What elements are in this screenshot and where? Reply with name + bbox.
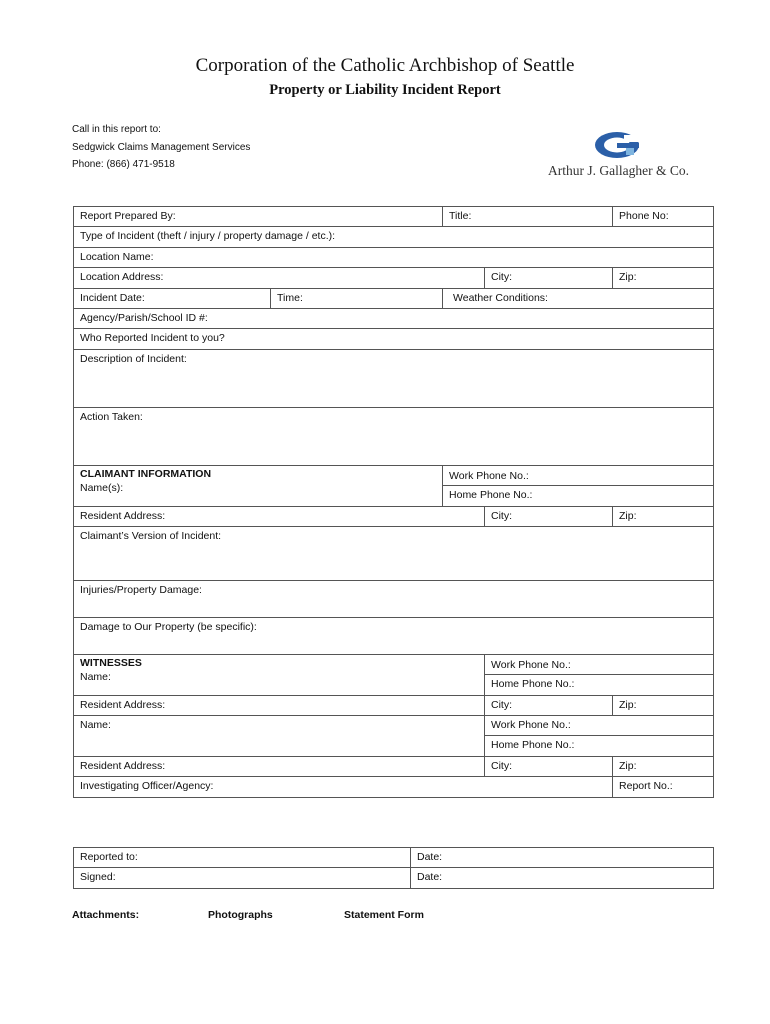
- witness2-name-field[interactable]: Name:: [74, 716, 485, 757]
- witness2-city-field[interactable]: City:: [485, 756, 613, 776]
- reported-to-field[interactable]: Reported to:: [74, 848, 411, 868]
- incident-form: [73, 206, 714, 798]
- document-subtitle: Property or Liability Incident Report: [269, 82, 501, 98]
- gallagher-logo: [548, 131, 698, 181]
- report-no-field[interactable]: Report No.:: [613, 777, 714, 797]
- signed-field[interactable]: Signed:: [74, 868, 411, 888]
- claimant-home-phone-field[interactable]: Home Phone No.:: [443, 486, 714, 506]
- document-title: Corporation of the Catholic Archbishop of Seattle: [195, 55, 575, 76]
- location-zip-field[interactable]: Zip:: [613, 268, 714, 288]
- witness1-zip-field[interactable]: Zip:: [613, 695, 714, 715]
- title-field[interactable]: Title:: [443, 207, 613, 227]
- claimant-work-phone-field[interactable]: Work Phone No.:: [443, 465, 714, 485]
- signoff-form: [73, 847, 714, 889]
- witness1-city-field[interactable]: City:: [485, 695, 613, 715]
- witness1-resident-address-field[interactable]: Resident Address:: [74, 695, 485, 715]
- claimant-names-label: Name(s):: [80, 481, 124, 494]
- incident-date-field[interactable]: Incident Date:: [74, 288, 271, 308]
- description-field[interactable]: Description of Incident:: [74, 349, 714, 407]
- investigating-officer-field[interactable]: Investigating Officer/Agency:: [74, 777, 613, 797]
- location-city-field[interactable]: City:: [485, 268, 613, 288]
- incident-type-field[interactable]: Type of Incident (theft / injury / property damage / etc.):: [74, 227, 714, 247]
- attachment-photographs[interactable]: Photographs: [208, 909, 273, 921]
- agency-id-field[interactable]: Agency/Parish/School ID #:: [74, 308, 714, 328]
- claimant-city-field[interactable]: City:: [485, 506, 613, 526]
- signed-date-field[interactable]: Date:: [411, 868, 714, 888]
- reported-date-field[interactable]: Date:: [411, 848, 714, 868]
- witness1-name-field[interactable]: [74, 654, 485, 695]
- witness2-work-phone-field[interactable]: Work Phone No.:: [485, 716, 714, 736]
- witness2-home-phone-field[interactable]: Home Phone No.:: [485, 736, 714, 756]
- witness2-zip-field[interactable]: Zip:: [613, 756, 714, 776]
- phone-no-field[interactable]: Phone No:: [613, 207, 714, 227]
- logo-text: Arthur J. Gallagher & Co.: [548, 163, 689, 178]
- contact-line: Sedgwick Claims Management Services: [72, 141, 251, 153]
- claimant-resident-address-field[interactable]: Resident Address:: [74, 506, 485, 526]
- claimant-version-field[interactable]: Claimant’s Version of Incident:: [74, 526, 714, 580]
- witnesses-section-heading: WITNESSES: [80, 656, 142, 669]
- contact-phone: Phone: (866) 471-9518: [72, 159, 175, 170]
- claimant-names-field[interactable]: [74, 465, 443, 506]
- witness2-resident-address-field[interactable]: Resident Address:: [74, 756, 485, 776]
- gallagher-logo-icon: [594, 131, 640, 159]
- who-reported-field[interactable]: Who Reported Incident to you?: [74, 329, 714, 349]
- witness1-work-phone-field[interactable]: Work Phone No.:: [485, 654, 714, 674]
- attachments-label: Attachments:: [72, 909, 140, 921]
- contact-line: Call in this report to:: [72, 124, 161, 135]
- witness1-home-phone-field[interactable]: Home Phone No.:: [485, 675, 714, 695]
- injuries-property-damage-field[interactable]: Injuries/Property Damage:: [74, 580, 714, 617]
- report-prepared-by-field[interactable]: Report Prepared By:: [74, 207, 443, 227]
- action-taken-field[interactable]: Action Taken:: [74, 407, 714, 465]
- weather-conditions-field[interactable]: Weather Conditions:: [443, 288, 714, 308]
- attachment-statement-form[interactable]: Statement Form: [344, 909, 424, 921]
- contact-info: [72, 121, 250, 174]
- claimant-section-heading: CLAIMANT INFORMATION: [80, 467, 212, 480]
- location-address-field[interactable]: Location Address:: [74, 268, 485, 288]
- location-name-field[interactable]: Location Name:: [74, 247, 714, 267]
- claimant-zip-field[interactable]: Zip:: [613, 506, 714, 526]
- time-field[interactable]: Time:: [271, 288, 443, 308]
- damage-to-property-field[interactable]: Damage to Our Property (be specific):: [74, 617, 714, 654]
- witness1-name-label: Name:: [80, 670, 111, 683]
